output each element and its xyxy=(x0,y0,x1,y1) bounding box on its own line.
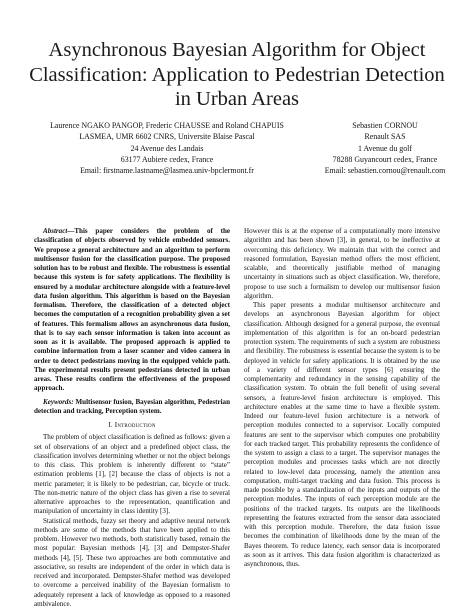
author-email: Email: firstname.lastname@lasmea.univ-bpclermont.fr xyxy=(80,166,254,176)
abstract-text: —This paper considers the problem of the classification of objects observed by vehicle embedded sensors. We propose a general architecture and an algorithm to perform multisensor fusion for the classification purpose. The proposed solution has to be robust and flexible. The robustness is essential because this system is for safety applications. The flexibility is ensured by a modular architecture alongside with a feature-level data fusion algorithm. This algorithm is based on the Bayesian formalism. Therefore, the classification of a detected object becomes the computation of a recognition probability given a set of features. This formalism allows an asynchronous data fusion, that is to say each sensor information is taken into account as soon as it is available. The proposed approach is applied to combine information from a laser scanner and video camera in order to detect pedestrians moving in the equipped vehicle path. The experimental results present pedestrians detected in urban areas. These results confirm the effectiveness of the proposed approach. xyxy=(34,227,230,393)
intro-paragraph-3: However this is at the expense of a computationally more intensive algorithm and has been shown [3], in general, to be ineffective at overcoming this deficiency. We maintain that with the correct and reasoned formulation, Bayesian method offers the most efficient, scalable, and theoretically justifiable method of managing uncertainty in situations such as object classification. We, therefore, propose to use such a formalism to develop our multisensor fusion algorithm. xyxy=(244,227,440,300)
author-address-city: 63177 Aubiere cedex, France xyxy=(120,154,214,164)
author-address-street: 24 Avenue des Landais xyxy=(130,143,204,153)
keywords-label: Keywords: xyxy=(43,397,74,406)
author-names: Laurence NGAKO PANGOP, Frederic CHAUSSE and Roland CHAPUIS xyxy=(50,121,284,130)
author-affiliation: LASMEA, UMR 6602 CNRS, Universite Blaise Pascal xyxy=(79,132,255,142)
section-heading-introduction: I. Introduction xyxy=(108,421,156,429)
author-affiliation: Renault SAS xyxy=(364,132,406,142)
abstract-label: Abstract xyxy=(43,227,68,235)
intro-paragraph-1: The problem of object classification is defined as follows: given a set of observations of an object and a predefined object class, the classification involves determining whether or not the object belongs to this class. This problem is inherently different to “state” estimation problems [1], [2] because the class of objects is not a metric parameter; it is likely to be pedestrian, car, bicycle or truck. The non-metric nature of the object class has given a rise to several alternative approaches to the representation, quantification and manipulation of uncertainty in class identity [3]. xyxy=(34,433,230,516)
author-email: Email: sebastien.cornou@renault.com xyxy=(324,166,446,176)
intro-paragraph-2: Statistical methods, fuzzy set theory and adaptive neural network methods are some of the methods that have been applied to this problem. However two methods, both statistically based, remain the most popular: Bayesian methods [4], [3] and Dempster-Shafer methods [4], [5]. These two approaches are both commutative and associative, so results are independent of the order in which data is received and incorporated. Dempster-Shafer method was developed to overcome a perceived inability of the Bayesian formalism to adequately represent a lack of knowledge as opposed to a reasoned ambivalence. xyxy=(34,516,230,608)
author-names: Sebastien CORNOU xyxy=(352,121,418,130)
author-block-right xyxy=(300,120,470,176)
right-column xyxy=(244,227,440,569)
author-block-left xyxy=(22,120,312,176)
author-address-city: 78288 Guyancourt cedex, France xyxy=(332,154,438,164)
keywords xyxy=(34,398,230,417)
left-column xyxy=(34,227,230,609)
author-address-street: 1 Avenue du golf xyxy=(358,143,412,153)
intro-paragraph-4: This paper presents a modular multisensor architecture and develops an asynchronous Bayesian algorithm for object classification. Although designed for a general purpose, the eventual implementation of this algorithm is for an on-board pedestrian protection system. The requirements of such a system are robustness and flexibility. The robustness is essential because the system is to be deployed in vehicle for safety applications. It is obtained by the use of a variety of different sensor types [6] ensuring the complementarity and redundancy in the sensing capability of the classification system. To obtain the full benefit of using several sensors, a feature-level fusion architecture is employed. This architecture enables at the same time to have a flexible system. Indeed our feature-level fusion architecture is a network of perception modules connected to a supervisor. Locally computed features are sent to the supervisor which computes one probability for each tracked target. This probability represents the confidence of the system to assign a class to a target. The supervisor manages the perception modules and processes tasks which are not directly related to low-level data processing, namely the attention area computation, multi-target tracking and data fusion. This process is made possible by a standardization of the inputs and outputs of the perception modules. The inputs of each perception module are the positions of the tracked targets. Its outputs are the likelihoods representing the features extracted from the sensor data associated with this perception module. Therefore, the data fusion issue becomes the combination of likelihoods done by the mean of the Bayes theorem. To reduce latency, each sensor data is incorporated as soon as it arrives. This data fusion algorithm is characterized as asynchronous, thus. xyxy=(244,301,440,568)
paper-title: Asynchronous Bayesian Algorithm for Object Classification: Application to Pedestrian Detection in Urban Areas xyxy=(29,39,445,110)
keywords-text: Multisensor fusion, Bayesian algorithm, Pedestrian detection and tracking, Perception system. xyxy=(34,397,230,415)
abstract xyxy=(34,227,230,394)
